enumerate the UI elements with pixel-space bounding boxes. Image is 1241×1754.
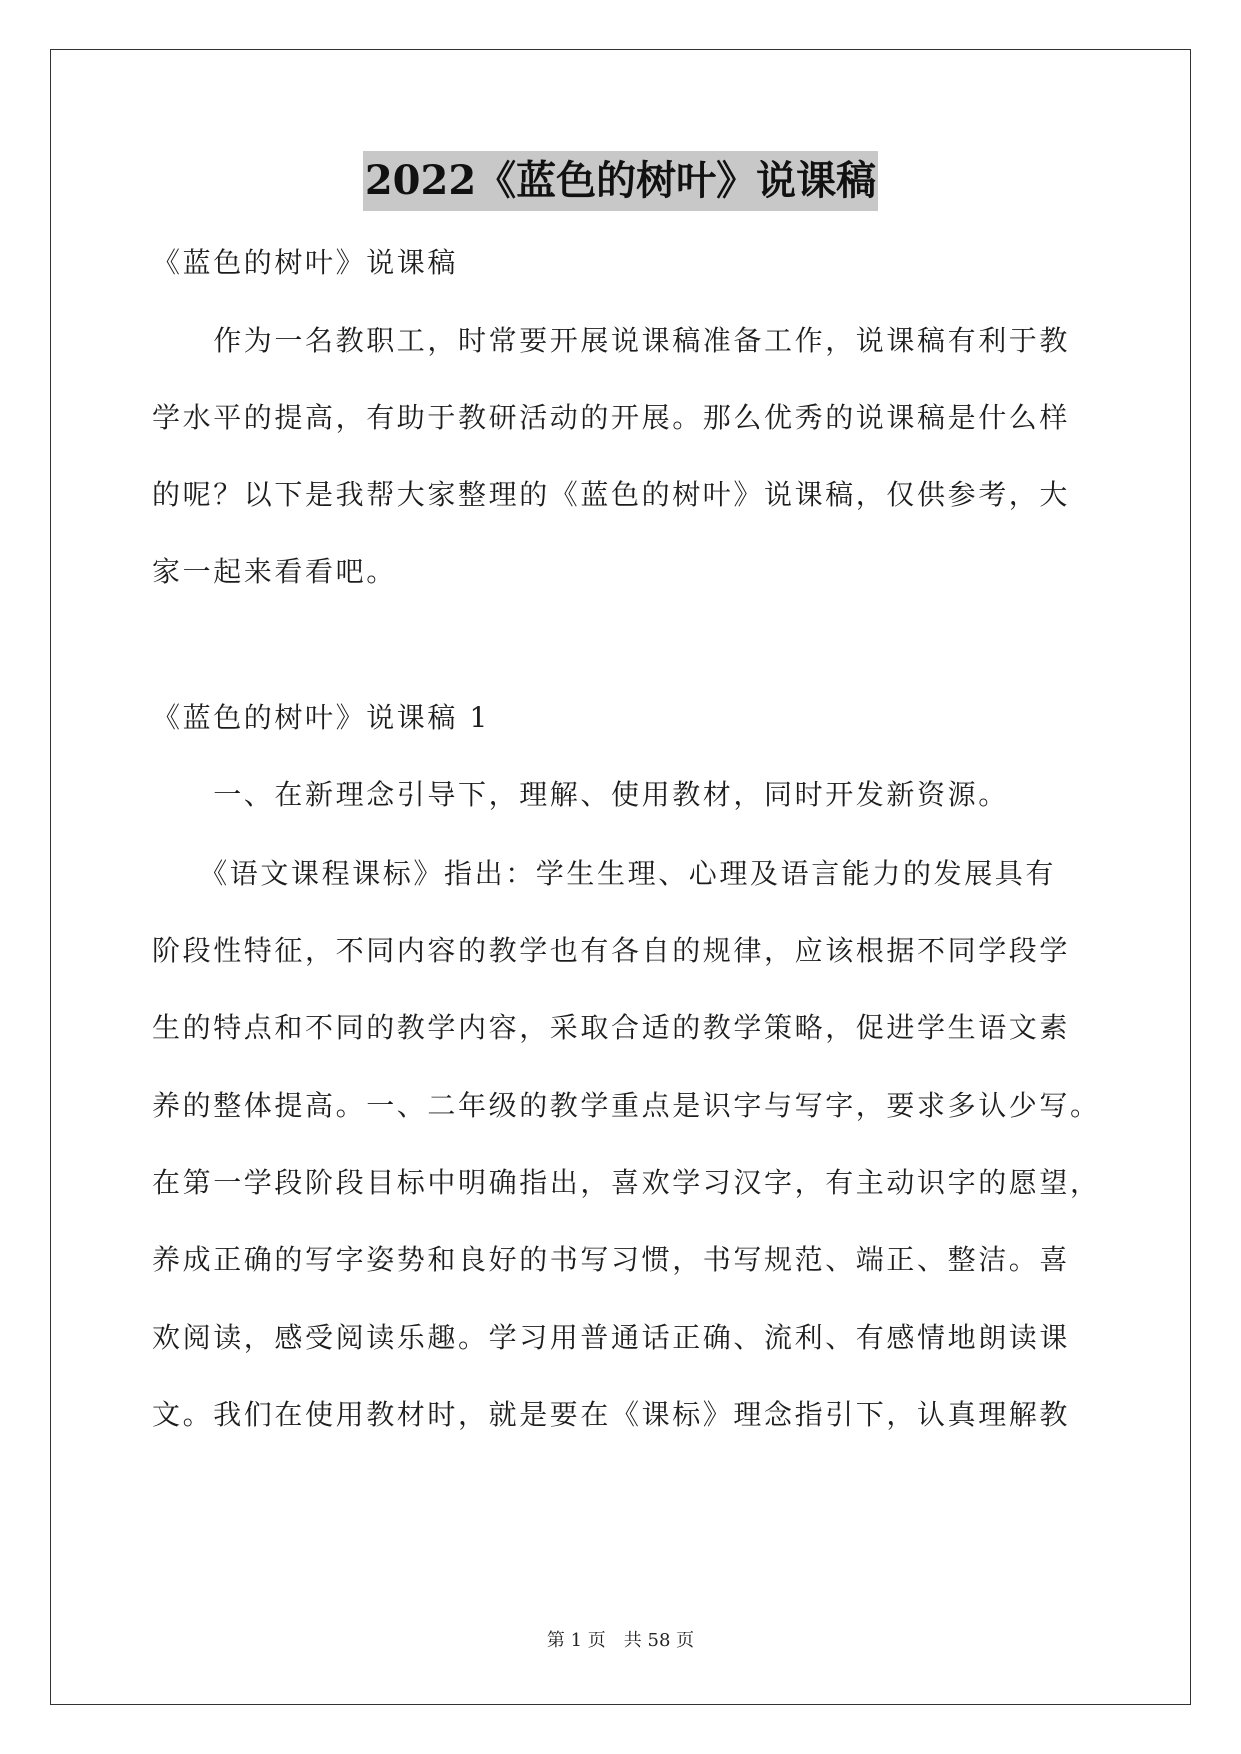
text-line: 欢阅读，感受阅读乐趣。学习用普通话正确、流利、有感情地朗读课 bbox=[152, 1321, 1071, 1354]
page-number: 第 1 页 bbox=[546, 1630, 606, 1651]
page-total: 共 58 页 bbox=[623, 1630, 695, 1651]
text-line: 养成正确的写字姿势和良好的书写习惯，书写规范、端正、整洁。喜 bbox=[152, 1243, 1071, 1276]
title-container bbox=[0, 151, 1241, 211]
text-line: 学水平的提高，有助于教研活动的开展。那么优秀的说课稿是什么样 bbox=[152, 401, 1071, 434]
document-title: 2022《蓝色的树叶》说课稿 bbox=[363, 151, 878, 211]
text-line: 《蓝色的树叶》说课稿 bbox=[152, 246, 459, 279]
text-line: 一、在新理念引导下，理解、使用教材，同时开发新资源。 bbox=[152, 778, 1009, 811]
text-line: 文。我们在使用教材时，就是要在《课标》理念指引下，认真理解教 bbox=[152, 1398, 1071, 1431]
text-line: 在第一学段阶段目标中明确指出，喜欢学习汉字，有主动识字的愿望， bbox=[152, 1166, 1101, 1199]
text-line: 作为一名教职工，时常要开展说课稿准备工作，说课稿有利于教 bbox=[152, 324, 1071, 357]
text-line: 阶段性特征，不同内容的教学也有各自的规律，应该根据不同学段学 bbox=[152, 934, 1071, 967]
text-line: 养的整体提高。一、二年级的教学重点是识字与写字，要求多认少写。 bbox=[152, 1089, 1101, 1122]
section-heading: 《蓝色的树叶》说课稿 1 bbox=[152, 701, 490, 734]
page-footer bbox=[0, 1629, 1241, 1653]
text-line: 生的特点和不同的教学内容，采取合适的教学策略，促进学生语文素 bbox=[152, 1011, 1071, 1044]
text-line: 的呢？以下是我帮大家整理的《蓝色的树叶》说课稿，仅供参考，大 bbox=[152, 478, 1071, 511]
text-line: 《语文课程课标》指出：学生生理、心理及语言能力的发展具有 bbox=[152, 857, 1057, 890]
text-line: 家一起来看看吧。 bbox=[152, 555, 397, 588]
